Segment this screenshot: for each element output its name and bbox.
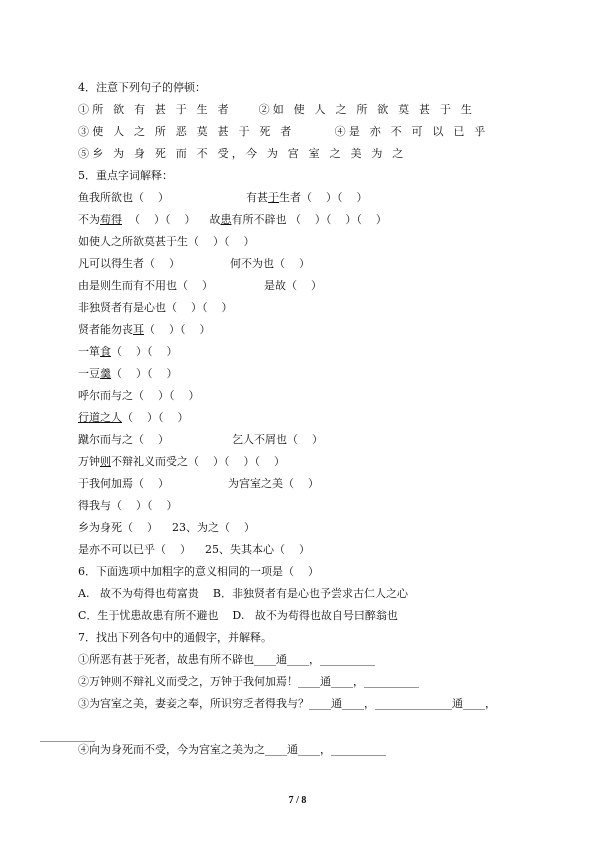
q7-item-4: ④向为身死而不受，今为宫室之美为之____通____，__________ [78,743,386,756]
q5-row-14a: 于我何加焉（ ） [78,477,169,490]
q5-row-10: 呼尔而与之（ ）（ ） [78,389,200,402]
q5-row-16: 乡为身死（ ） 23、为之（ ） [78,521,255,534]
q6-option-ab: A. 故不为苟得也苟富贵 B．非独贤者有是心也予尝求古仁人之心 [78,587,408,600]
q5-row-5a: 由是则生而有不用也（ ） [78,279,213,292]
q5-row-3: 如使人之所欲莫甚于生（ ）（ ） [78,235,255,248]
q7-item-1: ①所恶有甚于死者，故患有所不辟也____通____，__________ [78,653,375,666]
q7-item-3: ③为宫室之美，妻妾之奉，所识穷乏者得我与？____通____，______________通____， [78,697,496,710]
q4-line-1: ①所 欲 有 甚 于 生 者 ②如 使 人 之 所 欲 莫 甚 于 生 [78,103,476,116]
q5-title: 5．重点字词解释： [78,169,173,182]
q6-title: 6．下面选项中加粗字的意义相同的一项是（ ） [78,565,319,578]
q5-row-7: 贤者能勿丧耳（ ）（ ） [78,323,211,336]
q5-row-8: 一箪食（ ）（ ） [78,345,178,358]
q5-row-15: 得我与（ ）（ ） [78,499,178,512]
q5-row-14b: 为宫室之美（ ） [228,477,319,490]
q7-item-2: ②万钟则不辩礼义而受之，万钟于我何加焉！____通____，__________ [78,675,419,688]
q4-line-2: ③使 人 之 所 恶 莫 甚 于 死 者 ④是 亦 不 可 以 已 乎 [78,125,489,138]
q5-row-4a: 凡可以得生者（ ） [78,257,180,270]
q5-row-12a: 蹴尔而与之（ ） [78,433,169,446]
q5-row-13: 万钟则不辩礼义而受之（ ）（ ）（ ） [78,455,285,468]
q5-row-12b: 乞人不屑也（ ） [232,433,323,446]
page-number: 7 / 8 [288,795,307,806]
q6-option-cd: C．生于忧患故患有所不避也 D. 故不为苟得也故自号曰醉翁也 [78,609,398,622]
q5-row-5b: 是故（ ） [264,279,322,292]
q5-row-9: 一豆羹（ ）（ ） [78,367,178,380]
q4-title: 4．注意下列句子的停顿： [78,81,206,94]
q5-row-17: 是亦不可以已乎（ ） 25、失其本心（ ） [78,543,310,556]
q7-title: 7．找出下列各句中的通假字，并解释。 [78,631,272,644]
q5-row-2: 不为苟得 （ ）（ ） 故患有所不辟也 （ ）（ ）（ ） [78,213,387,226]
q5-row-1a: 鱼我所欲也（ ） [78,191,169,204]
q5-row-6: 非独贤者有是心也（ ）（ ） [78,301,233,314]
q5-row-1b: 有甚于生者（ ）（ ） [246,191,368,204]
q7-item-3-continuation: __________ [40,729,95,742]
q4-line-3: ⑤乡 为 身 死 而 不 受，今 为 宫 室 之 美 为 之 [78,147,407,160]
q5-row-4b: 何不为也（ ） [230,257,310,270]
q5-row-11: 行道之人（ ）（ ） [78,411,189,424]
